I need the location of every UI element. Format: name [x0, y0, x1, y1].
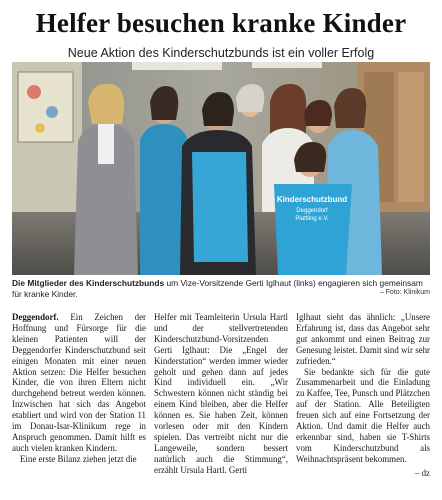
article-column-2	[154, 312, 288, 476]
lead-paragraph	[12, 312, 146, 454]
caption-text: um Vize-Vorsitzende Gerti Iglhaut (links) engagieren sich gemeinsam für kranke Kinder.	[12, 278, 423, 299]
author-tag: – dz	[414, 468, 430, 478]
photo-credit: – Foto: Klinikum	[379, 289, 430, 296]
shirt-text-line3: Plattling e.V.	[295, 216, 329, 222]
shirt-text-line2: Deggendorf	[296, 208, 328, 214]
article-photo	[12, 62, 430, 275]
dateline: Deggendorf.	[12, 312, 59, 322]
article-column-3	[296, 312, 430, 465]
paragraph-2-continued: Helfer mit Teamleiterin Ursula Hartl und der stellvertretenden Kinderschutzbund-Vorsitzenden Gerti Iglhaut: Die „Engel der Kinderstation“ werden immer wieder geholt und gehen dann auf jedes Kind individuell ein. „Wir Schwestern können nicht ständig bei einem Kind bleiben, aber die Helfer können es. Sie haben Zeit, können vorlesen oder mit den Kindern spielen. Das vertreibt nicht nur die Langeweile, sondern bessert natürlich auch die Stimmung“, erzählt Ursula Hartl. Gerti	[154, 312, 288, 475]
lead-text: Ein Zeichen der Hoffnung und Fürsorge für die kleinen Patienten will der Deggendorfer Kinderschutzbund seit einigen Monaten mit einer neuen Aktion setzen: Die Helfer besuchen Kinder, die von ihren Eltern nicht durchgehend betreut werden können. Inzwischen hat sich das Angebot etabliert und wird von der Station 11 im Donau-Isar-Klinikum rege in Anspruch genommen. Damit hilft es auch vielen kranken Kindern.	[12, 312, 146, 453]
caption-bold: Die Mitglieder des Kinderschutzbunds	[12, 278, 165, 288]
paragraph-2-start: Eine erste Bilanz ziehen jetzt die	[20, 453, 137, 464]
paragraph-3: Sie bedankte sich für die gute Zusammenarbeit und die Einladung zu Kaffee, Tee, Punsch und Plätzchen auf der Station. Alle Beteiligten freuen sich auf eine Fortsetzung der Aktion. Und damit die Helfer auch erkennbar sind, haben sie T-Shirts vom Kinderschutzbund als Weihnachtspräsent bekommen.	[296, 366, 430, 464]
article-column-1	[12, 312, 146, 465]
paragraph-2-end: Iglhaut sieht das ähnlich: „Unsere Erfahrung ist, dass das Angebot sehr gut ankommt und einen Beitrag zur Genesung leistet. Damit sind wir sehr zufrieden.“	[296, 312, 430, 366]
subheadline: Neue Aktion des Kinderschutzbunds ist ein voller Erfolg	[67, 46, 375, 60]
shirt-text-line1: Kinderschutzbund	[276, 195, 348, 204]
photo-caption	[12, 278, 430, 299]
headline: Helfer besuchen kranke Kinder	[35, 8, 407, 38]
group-photo-illustration	[12, 62, 430, 275]
